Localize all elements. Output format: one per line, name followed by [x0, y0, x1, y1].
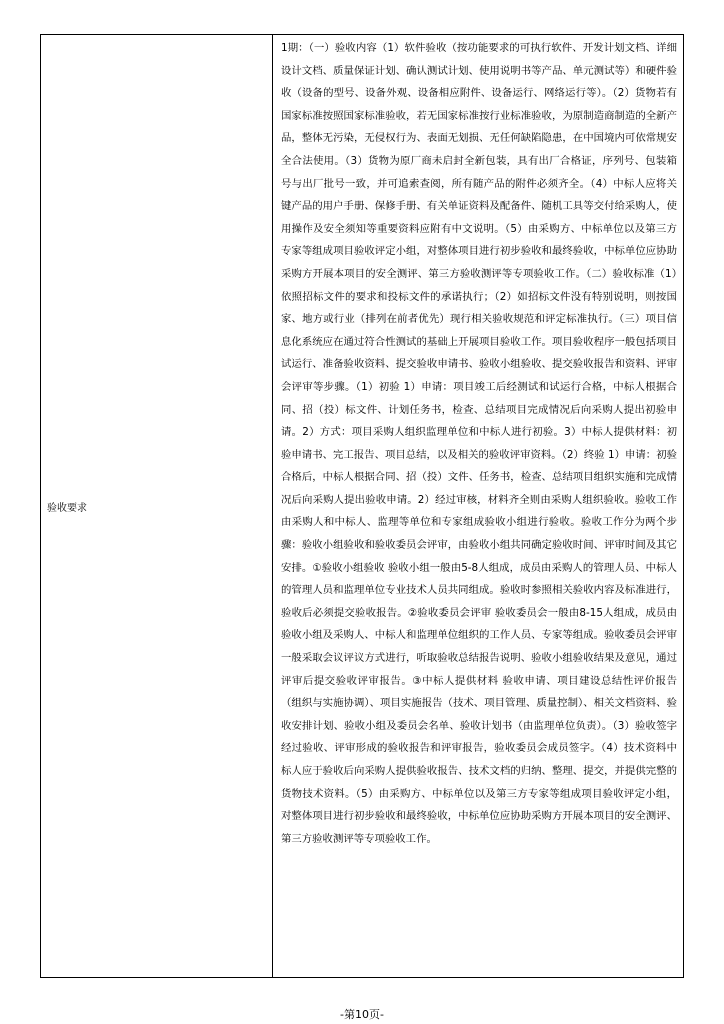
acceptance-requirements-text: 1期：（一）验收内容（1）软件验收（按功能要求的可执行软件、开发计划文档、详细设计文档、质量保证计划、确认测试计划、使用说明书等产品、单元测试等）和硬件验收（设备的型号、设备外观、设备相应附件、设备运行、网络运行等）。（2）货物若有国家标准按照国家标准验收，若无国家标准按行业标准验收，为原制造商制造的全新产品，整体无污染，无侵权行为、表面无划损、无任何缺陷隐患，在中国境内可依常规安全合法使用。（3）货物为原厂商未启封全新包装，具有出厂合格证，序列号、包装箱号与出厂批号一致，并可追索查阅，所有随产品的附件必须齐全。（4）中标人应将关键产品的用户手册、保修手册、有关单证资料及配备件、随机工具等交付给采购人，使用操作及安全须知等重要资料应附有中文说明。（5）由采购方、中标单位以及第三方专家等组成项目验收评定小组，对整体项目进行初步验收和最终验收，中标单位应协助采购方开展本项目的安全测评、第三方验收测评等专项验收工作。（二）验收标准（1）依照招标文件的要求和投标文件的承诺执行；（2）如招标文件没有特别说明，则按国家、地方或行业（排列在前者优先）现行相关验收规范和评定标准执行。（三）项目信息化系统应在通过符合性测试的基础上开展项目验收工作。项目验收程序一般包括项目试运行、准备验收资料、提交验收申请书、验收小组验收、提交验收报告和资料、评审会评审等步骤。（1）初验 1）申请：项目竣工后经测试和试运行合格，中标人根据合同、招（投）标文件、计划任务书，检查、总结项目完成情况后向采购人提出初验申请。2）方式：项目采购人组织监理单位和中标人进行初验。3）中标人提供材料：初验申请书、完工报告、项目总结，以及相关的验收评审资料。（2）终验 1）申请：初验合格后，中标人根据合同、招（投）文件、任务书，检查、总结项目组织实施和完成情况后向采购人提出验收申请。2）经过审核，材料齐全则由采购人组织验收。验收工作由采购人和中标人、监理等单位和专家组成验收小组进行验收。验收工作分为两个步骤：验收小组验收和验收委员会评审，由验收小组共同确定验收时间、评审时间及其它安排。①验收小组验收 验收小组一般由5-8人组成，成员由采购人的管理人员、中标人的管理人员和监理单位专业技术人员共同组成。验收时参照相关验收内容及标准进行，验收后必须提交验收报告。②验收委员会评审 验收委员会一般由8-15人组成，成员由验收小组及采购人、中标人和监理单位组织的工作人员、专家等组成。验收委员会评审一般采取会议评议方式进行，听取验收总结报告说明、验收小组验收结果及意见，通过评审后提交验收评审报告。③中标人提供材料 验收申请、项目建设总结性评价报告（组织与实施协调）、项目实施报告（技术、项目管理、质量控制）、相关文档资料、验收安排计划、验收小组及委员会名单、验收计划书（由监理单位负责）。（3）验收签字经过验收、评审形成的验收报告和评审报告，验收委员会成员签字。（4）技术资料中标人应于验收后向采购人提供验收报告、技术文档的归纳、整理、提交，并提供完整的货物技术资料。（5）由采购方、中标单位以及第三方专家等组成项目验收评定小组，对整体项目进行初步验收和最终验收，中标单位应协助采购方开展本项目的安全测评、第三方验收测评等专项验收工作。 — [281, 42, 677, 845]
page-number: -第10页- — [340, 1008, 384, 1021]
requirements-table — [40, 34, 684, 978]
row-label: 验收要求 — [47, 502, 87, 514]
row-content-cell — [273, 35, 683, 977]
row-label-cell — [41, 35, 273, 977]
